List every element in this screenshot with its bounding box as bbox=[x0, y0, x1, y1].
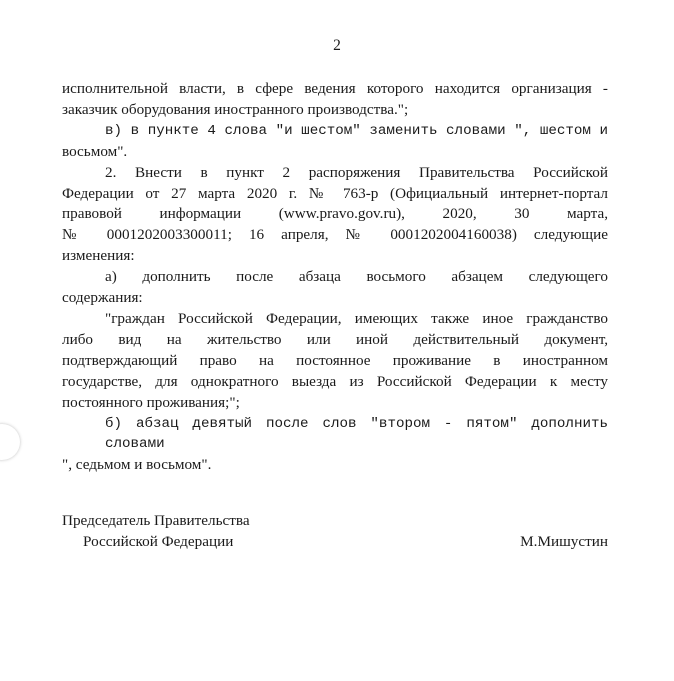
text-line: постоянного проживания;"; bbox=[62, 393, 240, 411]
text-line: 2. Внести в пункт 2 распоряжения Правительства Российской bbox=[105, 163, 608, 181]
signatory-title-line2: Российской Федерации bbox=[83, 532, 234, 550]
carousel-scroll-handle[interactable] bbox=[0, 424, 20, 460]
text-line: либо вид на жительство или иной действительный документ, bbox=[62, 330, 608, 348]
paragraph-continuation bbox=[62, 79, 608, 121]
text-line: подтверждающий право на постоянное проживание в иностранном bbox=[62, 351, 608, 369]
text-line: государстве, для однократного выезда из Российской Федерации к месту bbox=[62, 372, 608, 390]
text-line: "граждан Российской Федерации, имеющих также иное гражданство bbox=[105, 309, 608, 327]
text-line: исполнительной власти, в сфере ведения которого находится организация - bbox=[62, 80, 608, 97]
text-line: Федерации от 27 марта 2020 г. № 763-р (Официальный интернет-портал bbox=[62, 184, 608, 202]
paragraph-quoted-addition bbox=[62, 309, 608, 414]
document-body bbox=[62, 79, 608, 476]
text-line: б) абзац девятый после слов "втором - пятом" дополнить словами bbox=[105, 415, 608, 453]
page-number: 2 bbox=[333, 37, 341, 54]
text-line: № 0001202003300011; 16 апреля, № 0001202004160038) следующие bbox=[62, 226, 608, 244]
signatory-title bbox=[62, 511, 322, 553]
signatory-name: М.Мишустин bbox=[520, 533, 608, 550]
paragraph-item-v bbox=[62, 121, 608, 163]
text-line: ", седьмом и восьмом". bbox=[62, 456, 212, 474]
text-line: в) в пункте 4 слова "и шестом" заменить словами ", шестом и bbox=[105, 122, 608, 139]
paragraph-item-a bbox=[62, 267, 608, 309]
text-line: правовой информации (www.pravo.gov.ru), 2020, 30 марта, bbox=[62, 205, 608, 223]
text-line: изменения: bbox=[62, 247, 135, 265]
text-line: восьмом". bbox=[62, 142, 128, 160]
text-line: а) дополнить после абзаца восьмого абзацем следующего bbox=[105, 268, 608, 286]
text-line: заказчик оборудования иностранного производства."; bbox=[62, 100, 409, 118]
signatory-title-line1: Председатель Правительства bbox=[62, 512, 250, 529]
paragraph-item-b bbox=[62, 414, 608, 477]
text-line: содержания: bbox=[62, 289, 143, 307]
paragraph-item-2 bbox=[62, 163, 608, 268]
